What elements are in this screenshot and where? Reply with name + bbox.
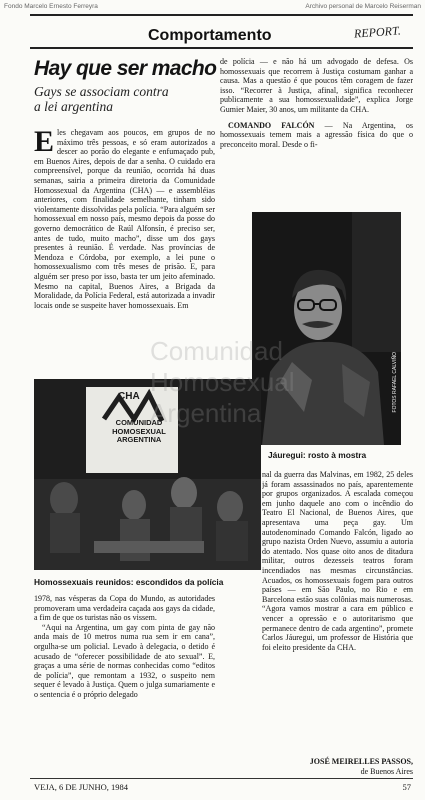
banner-line-1: COMUNIDAD	[115, 418, 163, 427]
footer-issue: VEJA, 6 DE JUNHO, 1984	[34, 782, 128, 792]
banner-logo: CHA	[118, 391, 140, 402]
subhead-line-1: Gays se associam contra	[34, 84, 169, 99]
watermark-line-1: Comunidad	[150, 336, 283, 366]
watermark	[150, 336, 295, 429]
article-paragraph: nal da guerra das Malvinas, em 1982, 25 deles já foram assassinados no país, aparentemente por grupos organizados. A escalada começou em junho daquele ano com o incêndio do Teatro El Nacional, de Buenos Aires, que apresentava uma peça gay. Um autodenominado Comando Falcón, ligado ao grupo nazista Orden Nuevo, assumiu a autoria do atentado. Nos quase oito anos de ditadura militar, outros dezesseis teatros foram incendiados nas mesmas circunstâncias. Acuados, os homossexuais fogem para outros países — em São Paulo, no Rio e em Barcelona estão suas colônias mais numerosas. “Agora vamos mostrar a cara em público e vencer a opressão e o autoritarismo que permanece dentro de cada argentino”, promete Carlos Jáuregui, um professor de História que foi eleito presidente da CHA.	[262, 470, 413, 652]
caption-jauregui: Jáuregui: rosto à mostra	[268, 450, 367, 460]
section-rule-top	[30, 14, 413, 16]
footer-rule	[30, 778, 413, 779]
article-paragraph: de polícia — e não há um advogado de defesa. Os homossexuais que recorrem à Justiça costumam ganhar a causa. Mas a questão é que poucos têm coragem de fazer isso. “Recorrer à Justiça, afinal, significa reconhecer publicamente a sua homossexualidade”, explica Jorge Gumier Maier, 30 anos, um militante da CHA.	[220, 57, 413, 114]
article-paragraph: “Aqui na Argentina, um gay com pinta de gay não anda mais de 10 metros numa rua sem ir em cana”, orgulha-se um policial. Levado à delegacia, o detido é acusado de “oferecer possibilidade de ato sexual”. E, graças a uma série de normas conhecidas como “editos de polícia”, que remontam a 1932, o suspeito nem sequer é levado à Justiça. Quem o julga sumariamente e o sentencia é o próprio delegado	[34, 622, 215, 699]
banner-line-2: HOMOSEXUAL	[112, 426, 166, 436]
archive-right-note: Archivo personal de Marcelo Reiserman	[305, 3, 421, 10]
subhead	[34, 84, 169, 114]
author-name: JOSÉ MEIRELLES PASSOS,	[309, 757, 413, 766]
article-paragraph: 1978, nas vésperas da Copa do Mundo, as autoridades promoveram uma verdadeira caçada aos gays da cidade, a fim de que os turistas não os vissem.	[34, 594, 215, 623]
article-column-2	[220, 57, 413, 210]
page-number: 57	[402, 782, 411, 792]
author-city: de Buenos Aires	[360, 766, 413, 776]
subsection-lead: COMANDO FALCÓN	[228, 120, 315, 130]
report-stamp: REPORT.	[353, 23, 402, 41]
section-title: Comportamento	[148, 27, 272, 44]
watermark-line-3: Argentina	[150, 398, 262, 428]
photo-credit: FOTOS RAFAEL CALVIÑO	[392, 352, 398, 413]
article-column-1b	[34, 594, 215, 770]
archive-left-note: Fondo Marcelo Ernesto Ferreyra	[4, 3, 98, 10]
headline: Hay que ser macho	[34, 57, 217, 80]
drop-cap: E	[34, 128, 55, 158]
article-paragraph: Eles chegavam aos poucos, em grupos de no máximo três pessoas, e só eram autorizados a descer ao porão do elegante e enfumaçado pub, em Buenos Aires, depois de dar a senha. O cuidado era compreensível, porque da reunião, ocorrida há duas semanas, sairia a primeira diretoria da Comunidade Homossexual da Argentina (CHA) — e assembléias anteriores, com finalidade semelhante, tinham sido violentamente dissolvidas pela polícia. “Para alguém ser homossexual em nosso país, mesmo depois da posse do governo democrático de Raúl Alfonsín, é preciso ser, antes de tudo, muito macho”, disse um dos gays presentes à reunião. É verdade. Nas províncias de Mendoza e Córdoba, por exemplo, a lei pune o homossexualismo com três meses de prisão. E, para alguém ser preso por isso, basta ter um jeito afeminado. Mesmo na capital, Buenos Aires, a Brigada da Moralidade, da Polícia Federal, está autorizada a invadir locais onde se suspeite haver homossexuais. Em	[34, 128, 215, 310]
article-column-1	[34, 128, 215, 369]
article-paragraph-comando: COMANDO FALCÓN — Na Argentina, os homossexuais temem mais a agressão física do que o preconceito moral. Desde o fi-	[220, 120, 413, 149]
watermark-line-2: Homosexual	[150, 367, 295, 397]
section-rule-bottom	[30, 47, 413, 49]
article-column-2b	[262, 470, 413, 750]
subhead-line-2: a lei argentina	[34, 99, 113, 114]
byline	[262, 757, 413, 776]
banner-line-3: ARGENTINA	[116, 435, 162, 444]
caption-meeting: Homossexuais reunidos: escondidos da polícia	[34, 577, 224, 587]
